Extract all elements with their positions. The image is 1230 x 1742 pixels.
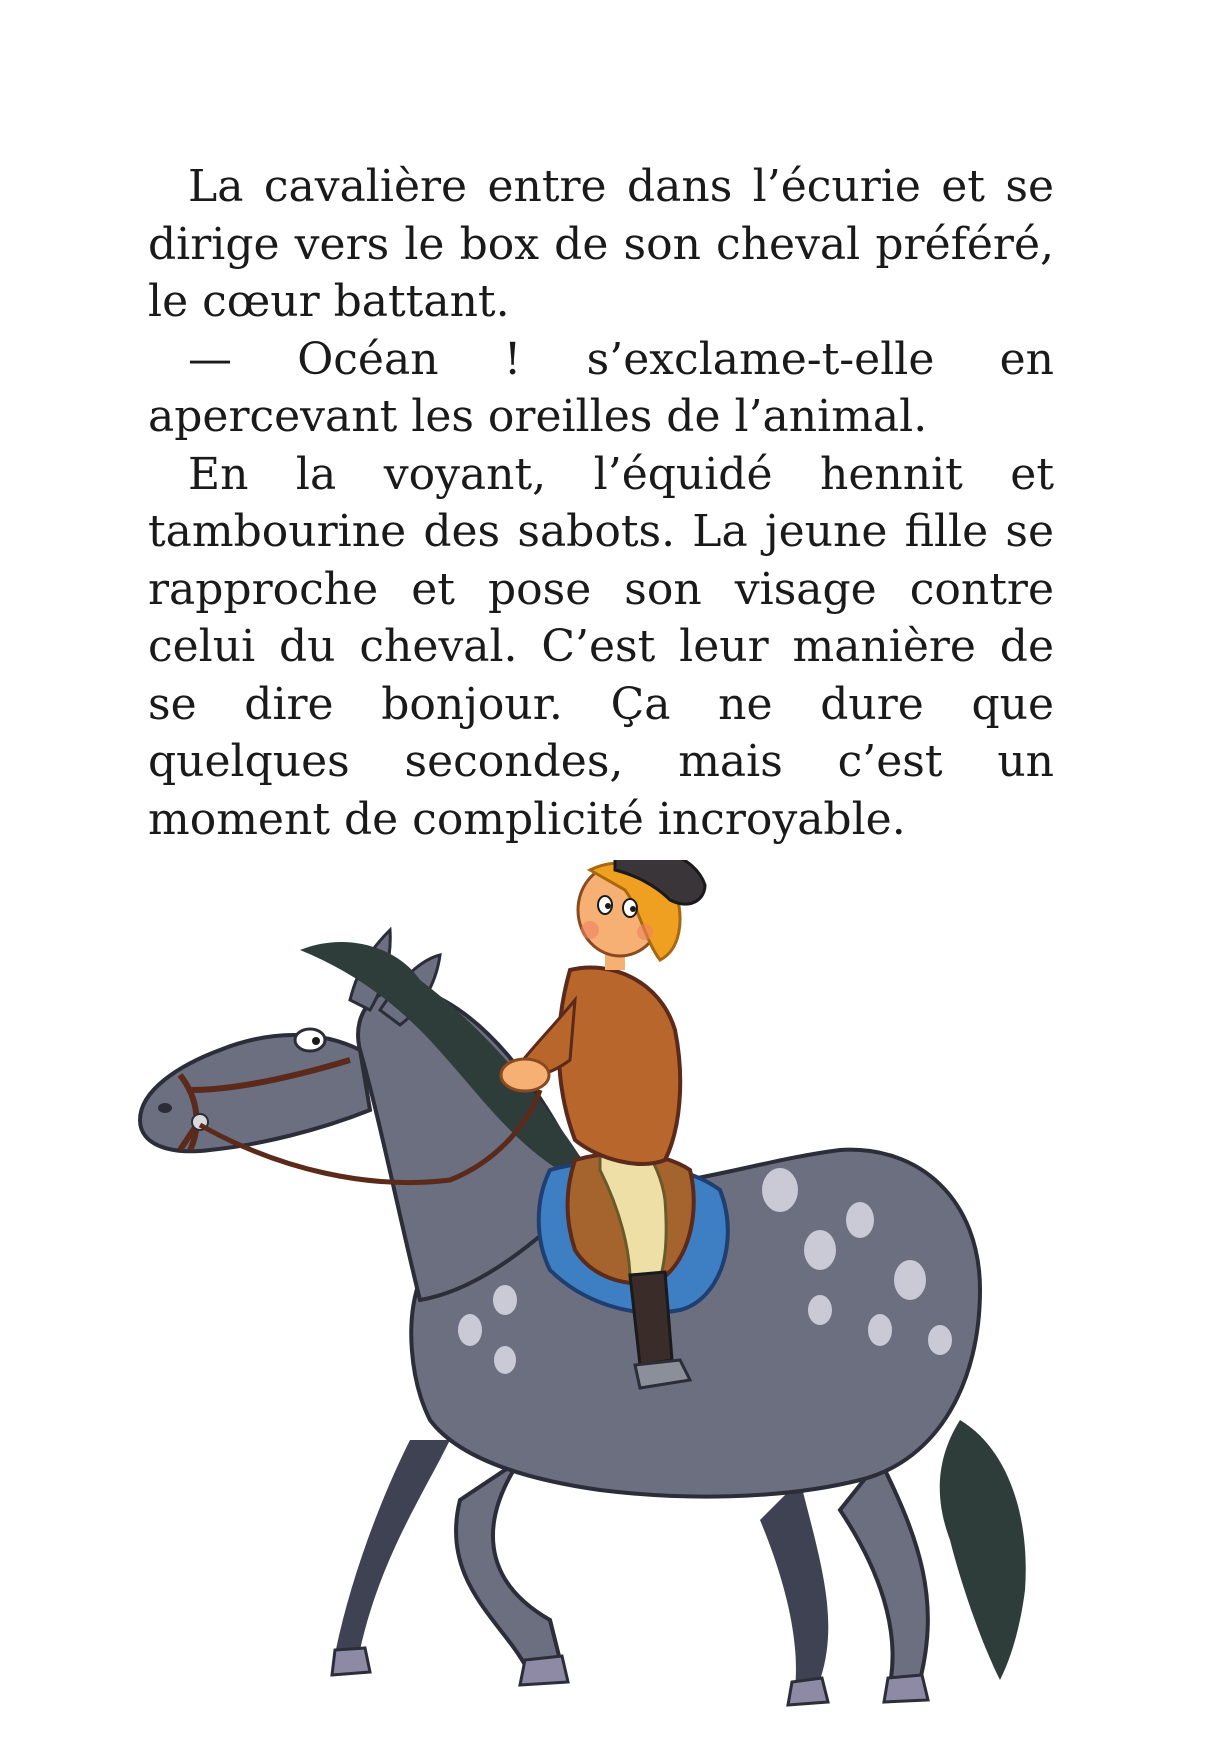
- horse-hind-leg-back: [760, 1480, 828, 1688]
- hoof: [788, 1678, 828, 1705]
- hoof: [332, 1648, 370, 1675]
- horse-head: [140, 1035, 370, 1151]
- hoof: [884, 1675, 928, 1702]
- horse-nostril: [158, 1103, 172, 1113]
- horse-hind-leg-front: [840, 1460, 928, 1684]
- rider-hands: [501, 1059, 549, 1091]
- rider-jacket: [559, 968, 680, 1164]
- horse-eye: [295, 1029, 325, 1051]
- story-text: [148, 158, 1054, 848]
- paragraph-3: En la voyant, l’équidé hennit et tambourine des sabots. La jeune fille se rapproche et pose son visage contre celui du cheval. C’est leur manière de se dire bonjour. Ça ne dure que quelques secondes, mais c’est un moment de complicité incroyable.: [148, 448, 1054, 845]
- horse-front-leg-front: [456, 1460, 560, 1665]
- horse-tail: [940, 1420, 1026, 1680]
- hoof: [520, 1656, 568, 1685]
- horse-rider-illustration: [120, 860, 1080, 1720]
- horse-front-leg-back: [335, 1440, 450, 1654]
- paragraph-1: La cavalière entre dans l’écurie et se dirige vers le box de son cheval préféré, le cœur battant.: [148, 161, 1054, 327]
- paragraph-2-dialogue: — Océan ! s’exclame-t-elle en apercevant les oreilles de l’animal.: [148, 333, 1054, 442]
